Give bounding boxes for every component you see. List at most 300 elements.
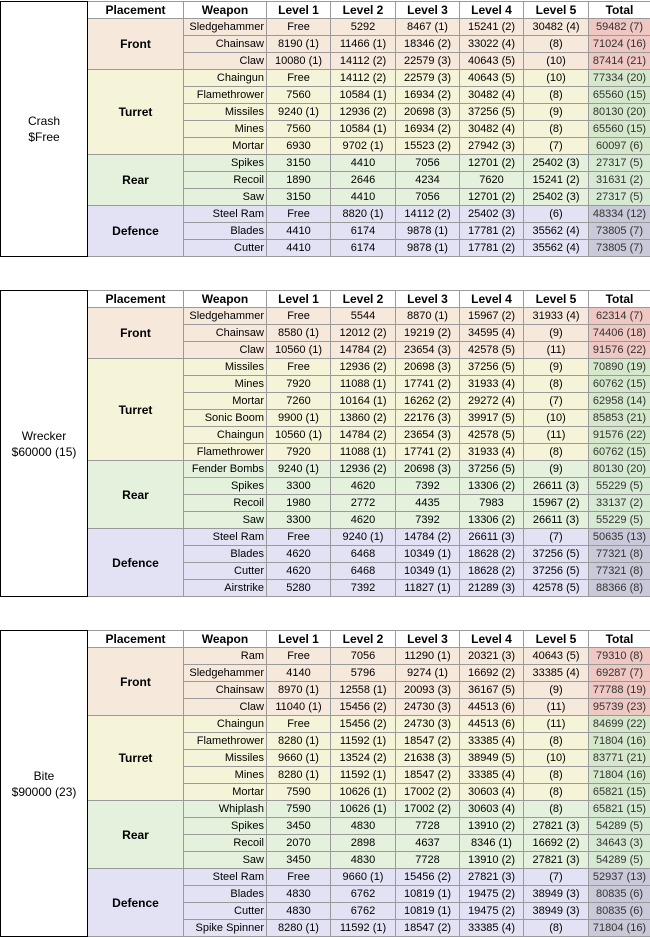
level-cost: 22579 (3) [396, 70, 460, 87]
level-cost: 17002 (2) [396, 801, 460, 818]
level-cost: 8970 (1) [267, 682, 331, 699]
level-cost: 35562 (4) [524, 223, 589, 240]
level-cost: 10349 (1) [396, 546, 460, 563]
level-cost: 24730 (3) [396, 699, 460, 716]
level-cost: 38949 (3) [524, 886, 589, 903]
level-cost: 10560 (1) [267, 342, 331, 359]
level-cost: 9702 (1) [331, 138, 396, 155]
level-cost: 37256 (5) [460, 359, 524, 376]
level-cost: 30603 (4) [460, 784, 524, 801]
level-cost: 7392 [396, 478, 460, 495]
total-cost: 55229 (5) [589, 512, 650, 529]
level-cost: (9) [524, 461, 589, 478]
total-cost: 71804 (16) [589, 920, 650, 937]
weapon-name: Claw [184, 342, 267, 359]
placement-label: Defence [88, 529, 184, 597]
total-cost: 60097 (6) [589, 138, 650, 155]
level-cost: 13910 (2) [460, 852, 524, 869]
total-cost: 91576 (22) [589, 427, 650, 444]
weapon-name: Blades [184, 886, 267, 903]
weapon-name: Mines [184, 376, 267, 393]
level-cost: 36167 (5) [460, 682, 524, 699]
level-cost: 35562 (4) [524, 240, 589, 257]
weapon-name: Flamethrower [184, 733, 267, 750]
level-cost: 9660 (1) [267, 750, 331, 767]
column-header: Level 5 [524, 291, 589, 308]
weapon-name: Steel Ram [184, 206, 267, 223]
level-cost: (11) [524, 716, 589, 733]
level-cost: 15967 (2) [460, 308, 524, 325]
column-header: Level 1 [267, 2, 331, 19]
column-header: Level 4 [460, 2, 524, 19]
total-cost: 77321 (8) [589, 546, 650, 563]
level-cost: 6468 [331, 563, 396, 580]
level-cost: 11466 (1) [331, 36, 396, 53]
car-name: Bite [3, 768, 85, 784]
placement-label: Defence [88, 869, 184, 937]
level-cost: 26611 (3) [524, 512, 589, 529]
level-cost: 10349 (1) [396, 563, 460, 580]
level-cost: 9878 (1) [396, 240, 460, 257]
car-label [1, 2, 88, 257]
total-cost: 50635 (13) [589, 529, 650, 546]
level-cost: 8580 (1) [267, 325, 331, 342]
level-cost: Free [267, 308, 331, 325]
level-cost: (8) [524, 920, 589, 937]
level-cost: 4234 [396, 172, 460, 189]
weapon-name: Recoil [184, 172, 267, 189]
level-cost: 4435 [396, 495, 460, 512]
column-header: Level 4 [460, 291, 524, 308]
total-cost: 34643 (3) [589, 835, 650, 852]
weapon-name: Claw [184, 699, 267, 716]
level-cost: 25402 (3) [460, 206, 524, 223]
weapon-name: Cutter [184, 563, 267, 580]
weapon-name: Chainsaw [184, 682, 267, 699]
level-cost: 11827 (1) [396, 580, 460, 597]
level-cost: 26611 (3) [524, 478, 589, 495]
weapon-name: Spike Spinner [184, 920, 267, 937]
level-cost: 2772 [331, 495, 396, 512]
total-cost: 54289 (5) [589, 818, 650, 835]
level-cost: 4140 [267, 665, 331, 682]
total-cost: 91576 (22) [589, 342, 650, 359]
level-cost: 39917 (5) [460, 410, 524, 427]
weapon-name: Spikes [184, 155, 267, 172]
table-row [1, 70, 650, 87]
header-row [1, 291, 650, 308]
column-header: Placement [88, 2, 184, 19]
car-price: $60000 (15) [3, 444, 85, 460]
level-cost: 27942 (3) [460, 138, 524, 155]
level-cost: 44513 (6) [460, 716, 524, 733]
level-cost: 10819 (1) [396, 886, 460, 903]
level-cost: 15456 (2) [396, 869, 460, 886]
level-cost: 10626 (1) [331, 784, 396, 801]
total-cost: 95739 (23) [589, 699, 650, 716]
level-cost: 17741 (2) [396, 376, 460, 393]
column-header: Placement [88, 291, 184, 308]
upgrade-table [0, 1, 650, 257]
total-cost: 60762 (15) [589, 376, 650, 393]
level-cost: 10164 (1) [331, 393, 396, 410]
level-cost: 18547 (2) [396, 733, 460, 750]
level-cost: 4637 [396, 835, 460, 852]
total-cost: 85853 (21) [589, 410, 650, 427]
level-cost: 4410 [267, 223, 331, 240]
table-row [1, 801, 650, 818]
level-cost: 11592 (1) [331, 767, 396, 784]
level-cost: (9) [524, 104, 589, 121]
level-cost: (9) [524, 359, 589, 376]
level-cost: 27821 (3) [524, 818, 589, 835]
level-cost: 38949 (5) [460, 750, 524, 767]
total-cost: 60762 (15) [589, 444, 650, 461]
level-cost: 19475 (2) [460, 886, 524, 903]
car-name: Crash [3, 113, 85, 129]
level-cost: 7056 [331, 648, 396, 665]
weapon-name: Chaingun [184, 716, 267, 733]
table-row [1, 359, 650, 376]
level-cost: 1890 [267, 172, 331, 189]
weapon-name: Mortar [184, 393, 267, 410]
level-cost: 15456 (2) [331, 699, 396, 716]
level-cost: 14112 (2) [331, 70, 396, 87]
level-cost: 18628 (2) [460, 546, 524, 563]
total-cost: 80130 (20) [589, 461, 650, 478]
level-cost: 7728 [396, 852, 460, 869]
total-cost: 87414 (21) [589, 53, 650, 70]
level-cost: (8) [524, 376, 589, 393]
weapon-name: Mines [184, 121, 267, 138]
level-cost: 8820 (1) [331, 206, 396, 223]
level-cost: 44513 (6) [460, 699, 524, 716]
level-cost: 10080 (1) [267, 53, 331, 70]
level-cost: 10584 (1) [331, 121, 396, 138]
level-cost: 27821 (3) [460, 869, 524, 886]
total-cost: 65821 (15) [589, 801, 650, 818]
upgrade-table [0, 290, 650, 597]
level-cost: 9240 (1) [267, 104, 331, 121]
column-header: Level 1 [267, 631, 331, 648]
level-cost: 7920 [267, 444, 331, 461]
placement-label: Front [88, 308, 184, 359]
column-header: Level 2 [331, 2, 396, 19]
level-cost: 18547 (2) [396, 920, 460, 937]
level-cost: 20698 (3) [396, 104, 460, 121]
column-header: Level 3 [396, 291, 460, 308]
total-cost: 71024 (16) [589, 36, 650, 53]
total-cost: 65560 (15) [589, 87, 650, 104]
level-cost: 19219 (2) [396, 325, 460, 342]
level-cost: 30482 (4) [460, 87, 524, 104]
level-cost: 14784 (2) [331, 427, 396, 444]
placement-label: Rear [88, 801, 184, 869]
total-cost: 48334 (12) [589, 206, 650, 223]
level-cost: 8280 (1) [267, 733, 331, 750]
placement-label: Turret [88, 716, 184, 801]
level-cost: Free [267, 70, 331, 87]
level-cost: 8467 (1) [396, 19, 460, 36]
level-cost: 40643 (5) [460, 53, 524, 70]
level-cost: 4620 [331, 478, 396, 495]
level-cost: 13524 (2) [331, 750, 396, 767]
weapon-name: Mortar [184, 784, 267, 801]
weapon-name: Mortar [184, 138, 267, 155]
level-cost: 42578 (5) [460, 342, 524, 359]
level-cost: Free [267, 869, 331, 886]
placement-label: Rear [88, 461, 184, 529]
level-cost: 5544 [331, 308, 396, 325]
level-cost: 23654 (3) [396, 427, 460, 444]
level-cost: 3450 [267, 818, 331, 835]
level-cost: 7590 [267, 784, 331, 801]
table-row [1, 19, 650, 36]
column-header: Level 4 [460, 631, 524, 648]
level-cost: (8) [524, 36, 589, 53]
level-cost: 34595 (4) [460, 325, 524, 342]
weapon-name: Fender Bombs [184, 461, 267, 478]
weapon-name: Steel Ram [184, 529, 267, 546]
level-cost: (10) [524, 70, 589, 87]
level-cost: 22176 (3) [396, 410, 460, 427]
total-cost: 31631 (2) [589, 172, 650, 189]
level-cost: 18628 (2) [460, 563, 524, 580]
level-cost: 20698 (3) [396, 461, 460, 478]
weapon-name: Spikes [184, 478, 267, 495]
placement-label: Front [88, 648, 184, 716]
level-cost: 27821 (3) [524, 852, 589, 869]
level-cost: 3450 [267, 852, 331, 869]
level-cost: 16934 (2) [396, 87, 460, 104]
level-cost: (6) [524, 206, 589, 223]
header-row [1, 2, 650, 19]
level-cost: 12936 (2) [331, 359, 396, 376]
level-cost: 25402 (3) [524, 189, 589, 206]
total-cost: 70890 (19) [589, 359, 650, 376]
level-cost: 7392 [396, 512, 460, 529]
level-cost: (9) [524, 325, 589, 342]
level-cost: Free [267, 359, 331, 376]
level-cost: (11) [524, 427, 589, 444]
level-cost: 30603 (4) [460, 801, 524, 818]
level-cost: 13306 (2) [460, 512, 524, 529]
level-cost: 7590 [267, 801, 331, 818]
level-cost: 7260 [267, 393, 331, 410]
level-cost: (8) [524, 767, 589, 784]
car-price: $Free [3, 129, 85, 145]
weapon-name: Chaingun [184, 427, 267, 444]
weapon-name: Chainsaw [184, 325, 267, 342]
weapon-name: Sledgehammer [184, 308, 267, 325]
level-cost: 25402 (3) [524, 155, 589, 172]
level-cost: 30482 (4) [460, 121, 524, 138]
level-cost: 16262 (2) [396, 393, 460, 410]
level-cost: 8870 (1) [396, 308, 460, 325]
level-cost: 16934 (2) [396, 121, 460, 138]
level-cost: 14112 (2) [331, 53, 396, 70]
total-cost: 80130 (20) [589, 104, 650, 121]
level-cost: (7) [524, 393, 589, 410]
total-cost: 27317 (5) [589, 155, 650, 172]
level-cost: 6174 [331, 223, 396, 240]
level-cost: (8) [524, 784, 589, 801]
level-cost: 8280 (1) [267, 767, 331, 784]
level-cost: 26611 (3) [460, 529, 524, 546]
total-cost: 59482 (7) [589, 19, 650, 36]
level-cost: 4830 [267, 903, 331, 920]
level-cost: (7) [524, 529, 589, 546]
level-cost: 15456 (2) [331, 716, 396, 733]
level-cost: (8) [524, 733, 589, 750]
total-cost: 79310 (8) [589, 648, 650, 665]
level-cost: Free [267, 19, 331, 36]
column-header: Weapon [184, 291, 267, 308]
level-cost: 13910 (2) [460, 818, 524, 835]
level-cost: 3300 [267, 478, 331, 495]
level-cost: 14784 (2) [331, 342, 396, 359]
total-cost: 73805 (7) [589, 223, 650, 240]
level-cost: (10) [524, 750, 589, 767]
level-cost: 22579 (3) [396, 53, 460, 70]
level-cost: 9660 (1) [331, 869, 396, 886]
total-cost: 84699 (22) [589, 716, 650, 733]
total-cost: 65821 (15) [589, 784, 650, 801]
total-cost: 83771 (21) [589, 750, 650, 767]
level-cost: 7056 [396, 189, 460, 206]
level-cost: Free [267, 529, 331, 546]
level-cost: (8) [524, 444, 589, 461]
level-cost: 9878 (1) [396, 223, 460, 240]
level-cost: 3300 [267, 512, 331, 529]
column-header: Total [589, 631, 650, 648]
level-cost: Free [267, 716, 331, 733]
table-row [1, 869, 650, 886]
car-label [1, 631, 88, 937]
level-cost: 5796 [331, 665, 396, 682]
total-cost: 62314 (7) [589, 308, 650, 325]
column-header: Weapon [184, 631, 267, 648]
level-cost: 4830 [331, 852, 396, 869]
weapon-name: Blades [184, 546, 267, 563]
total-cost: 33137 (2) [589, 495, 650, 512]
level-cost: Free [267, 206, 331, 223]
level-cost: 6930 [267, 138, 331, 155]
weapon-name: Mines [184, 767, 267, 784]
weapon-name: Chaingun [184, 70, 267, 87]
level-cost: 8190 (1) [267, 36, 331, 53]
level-cost: 10560 (1) [267, 427, 331, 444]
level-cost: 7983 [460, 495, 524, 512]
table-row [1, 716, 650, 733]
level-cost: 40643 (5) [460, 70, 524, 87]
level-cost: 12012 (2) [331, 325, 396, 342]
level-cost: (9) [524, 682, 589, 699]
level-cost: (8) [524, 121, 589, 138]
level-cost: 37256 (5) [460, 461, 524, 478]
level-cost: 17781 (2) [460, 223, 524, 240]
total-cost: 77321 (8) [589, 563, 650, 580]
level-cost: 21638 (3) [396, 750, 460, 767]
weapon-name: Chainsaw [184, 36, 267, 53]
level-cost: 14784 (2) [396, 529, 460, 546]
weapon-name: Missiles [184, 104, 267, 121]
level-cost: 7392 [331, 580, 396, 597]
level-cost: 31933 (4) [524, 308, 589, 325]
weapon-name: Whiplash [184, 801, 267, 818]
level-cost: (10) [524, 53, 589, 70]
level-cost: 37256 (5) [524, 546, 589, 563]
weapon-name: Recoil [184, 835, 267, 852]
level-cost: 33022 (4) [460, 36, 524, 53]
weapon-name: Ram [184, 648, 267, 665]
level-cost: 7560 [267, 87, 331, 104]
level-cost: 31933 (4) [460, 376, 524, 393]
level-cost: 42578 (5) [460, 427, 524, 444]
level-cost: 14112 (2) [396, 206, 460, 223]
level-cost: 24730 (3) [396, 716, 460, 733]
level-cost: 9240 (1) [331, 529, 396, 546]
level-cost: 6762 [331, 886, 396, 903]
level-cost: 7920 [267, 376, 331, 393]
column-header: Level 5 [524, 2, 589, 19]
level-cost: 10819 (1) [396, 903, 460, 920]
level-cost: 2898 [331, 835, 396, 852]
level-cost: (7) [524, 869, 589, 886]
level-cost: Free [267, 648, 331, 665]
level-cost: 7056 [396, 155, 460, 172]
level-cost: 37256 (5) [460, 104, 524, 121]
level-cost: 2070 [267, 835, 331, 852]
weapon-name: Cutter [184, 903, 267, 920]
level-cost: 6468 [331, 546, 396, 563]
weapon-name: Spikes [184, 818, 267, 835]
total-cost: 62958 (14) [589, 393, 650, 410]
level-cost: 11088 (1) [331, 376, 396, 393]
column-header: Total [589, 2, 650, 19]
level-cost: 5280 [267, 580, 331, 597]
total-cost: 55229 (5) [589, 478, 650, 495]
level-cost: (11) [524, 342, 589, 359]
level-cost: 15241 (2) [524, 172, 589, 189]
column-header: Level 3 [396, 2, 460, 19]
weapon-name: Missiles [184, 750, 267, 767]
total-cost: 65560 (15) [589, 121, 650, 138]
level-cost: 13306 (2) [460, 478, 524, 495]
level-cost: 11592 (1) [331, 920, 396, 937]
weapon-name: Sledgehammer [184, 665, 267, 682]
level-cost: 17002 (2) [396, 784, 460, 801]
total-cost: 77788 (19) [589, 682, 650, 699]
level-cost: 20093 (3) [396, 682, 460, 699]
table-row [1, 155, 650, 172]
level-cost: (11) [524, 699, 589, 716]
level-cost: 37256 (5) [524, 563, 589, 580]
level-cost: 10584 (1) [331, 87, 396, 104]
level-cost: 4620 [267, 546, 331, 563]
level-cost: 12701 (2) [460, 155, 524, 172]
level-cost: (10) [524, 410, 589, 427]
watermark [1, 868, 9, 928]
header-row [1, 631, 650, 648]
level-cost: 12936 (2) [331, 104, 396, 121]
total-cost: 71804 (16) [589, 767, 650, 784]
placement-label: Turret [88, 359, 184, 461]
weapon-name: Cutter [184, 240, 267, 257]
level-cost: 15967 (2) [524, 495, 589, 512]
weapon-name: Flamethrower [184, 444, 267, 461]
total-cost: 69287 (7) [589, 665, 650, 682]
